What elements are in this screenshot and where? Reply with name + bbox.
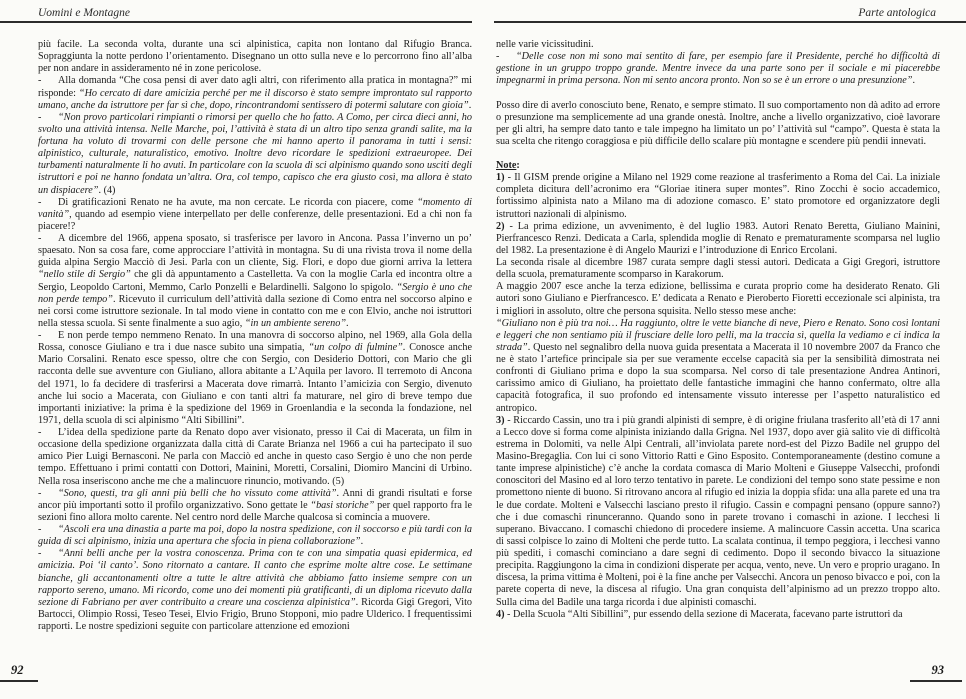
note-2-cont: [496, 318, 940, 415]
text-run: Di gratificazioni Renato ne ha avute, ma non cercate. Le ricorda con piacere, come: [58, 196, 418, 208]
text-run: Note: [496, 160, 517, 171]
paragraph: [496, 39, 940, 51]
dash-marker: -: [38, 196, 42, 208]
text-run: più facile. La seconda volta, durante una sci alpinistica, capita non lontano dal Rifugio Branca. Sopraggiunta la notte perdono l’orientamento. Disegnano un otto sulla neve e lo percorrono fino all’alba per non andare in assideramento né in zone pericolose.: [38, 39, 472, 75]
paragraph: [38, 330, 472, 427]
text-run: . Ricorda Gigi Gregori, Vito Bartocci, Olimpio Rossi, Teseo Tesei, Elvio Frigio, Bruno Stopponi, mio padre Ulderico. I frequentissimi rapporti. Le nostre spedizioni seguite con particolare attenzione ed emozioni: [38, 596, 473, 632]
page-number-left: 92: [11, 663, 24, 677]
paragraph: [38, 197, 472, 233]
paragraph: [38, 524, 472, 548]
dash-marker: -: [38, 548, 42, 560]
note-2: [496, 221, 940, 257]
text-run: “in un ambiente sereno”: [244, 317, 347, 329]
dash-marker: -: [38, 330, 42, 341]
text-run: “Giuliano non è più tra noi… Ha raggiunto, oltre le vette bianche di neve, Piero e Renato. Sono così lontani e leggeri che non sentiamo più il frusciare delle loro pelli, ma la traccia sì, quella la vediamo e ci indica la strada”: [496, 317, 940, 353]
paragraph: [38, 488, 472, 524]
dash-marker: -: [38, 111, 42, 123]
text-run: “momento di vanità”: [38, 196, 473, 220]
text-run: . (4): [98, 184, 116, 196]
header-rule-right: [494, 21, 966, 23]
text-run: - Riccardo Cassin, uno tra i più grandi alpinisti di sempre, è di origine friulana trasferito all’età di 17 anni a Lecco dove si forma come alpinista iniziando dalla Grigna. Nel 1937, dopo aver già salito vie di difficoltà estrema in Dolomiti, va nelle Alpi Centrali, all’inviolata parete nord-est del Pizzo Badile nel gruppo del Masino-Bregaglia. Con lui ci sono Vittorio Ratti e Gino Esposito. Contemporaneamente (destino comune a tante imprese alpinistiche) c’è anche la cordata comasca di Mario Molteni e Giuseppe Valsecchi, profondi conoscitori del Masino ed al loro terzo tentativo in parete. Le condizioni del tempo sono state pessime e non promettono niente di buono. Si ritrovano ancora al rifugio ed inizia la doppia sfida: una alla parete ed una tra le due cordate. Molteni e Valsecchi lasciano presto il rifugio. Cassin e compagni pensano (oppure sanno?) che i due comaschi rinunceranno. Quando sono in parete trovano i comaschi in azione. I lecchesi li superano. Bivaccano. I comaschi chiedono di procedere insieme. A malincuore Cassin accetta. Una scarica di sassi colpisce lo zaino di Molteni che perde tutto. La scalata continua, il tempo peggiora, i lecchesi vanno più spediti, i comaschi cominciano a dare segni di cedimento. Dopo il secondo bivacco la situazione precipita. Raggiungono la cima in condizioni disperate per acqua, vento, neve. Un vero e proprio uragano. In discesa, la prima vittima è Molteni, poi è la fine anche per Valsecchi. Ancora un penoso bivacco e poi, con la parete coperta di neve, la discesa al rifugio. Una gran conquista dell’alpinismo ad un prezzo troppo alto. Sulla cima del Badile una targa ricorda i due alpinisti comaschi.: [496, 414, 940, 608]
dash-marker: -: [38, 75, 42, 87]
text-run: 2): [496, 220, 505, 232]
text-run: “Ascoli era una dinastia a parte ma poi, dopo la nostra spedizione, con il soccorso e più tardi con la guida di sci alpinismo, inizia una apertura che sfocia in piena collaborazione”: [38, 524, 472, 548]
text-run: “Anni belli anche per la vostra conoscenza. Prima con te con una simpatia quasi epidermica, ed amicizia. Poi ‘il canto’. Sono ritornato a cantare. Il canto che esprime molte altre cose. Le settimane bianche, gli accantonamenti oltre a tutte le altre attività che abbiamo fatto insieme sempre con un rapporto sereno, umano. Mi ricordo, come uno dei momenti più gratificanti, di un diploma ricevuto dalla sezione di Fabriano per aver contribuito a creare una coscienza alpinistica”: [38, 548, 472, 608]
text-run: “Delle cose non mi sono mai sentito di fare, per esempio fare il Presidente, perché ho difficoltà di gestione in un gruppo troppo grande. Mentre invece da una parte sono per il sociale e mi piacerebbe impegnarmi in prima persona. Non mi sento ancora pronto. Non so se è un errore o una presunzione”: [496, 51, 940, 87]
text-run: 3): [496, 414, 505, 426]
text-run: Posso dire di averlo conosciuto bene, Renato, e sempre stimato. Il suo comportamento non dà adito ad errore o presunzione ma semplicemente ad una grande onestà. Inoltre, anche a livello organizzativo, cioè lavorare per gli altri, ha sempre dato tanto e tale impegno ha limitato un po’ l’attività sul “campo”. Questa è stata la sua scelta che ritengo coraggiosa e più difficile dello scalare più montagne e scendere più pendii innevati.: [496, 99, 940, 147]
text-run: nelle varie vicissitudini.: [496, 39, 594, 50]
note-3: [496, 415, 940, 609]
text-run: . Anni di grandi risultati e forse ancor più importanti sotto il profilo organizzativo. Sono gettate le: [38, 487, 472, 511]
header-rule-left: [0, 21, 472, 23]
paragraph: [496, 51, 940, 87]
text-run: - Il GISM prende origine a Milano nel 1929 come reazione al trasferimento a Roma del Cai. La iniziale completa dicitura dell’acronimo era “Gloriae itinera super montes”. Rino Zocchi è socio accademico, fortissimo alpinista nato a Milano ma di adozione comasco. E’ stato promotore ed organizzatore degli istruttori nazionali di alpinismo.: [496, 172, 940, 220]
text-run: .: [360, 536, 364, 548]
text-run: “Sono, questi, tra gli anni più belli che ho vissuto come attività”: [58, 487, 337, 499]
text-run: . Questo nel segnalibro della nuova guida presentata a Macerata il 10 novembre 2007 da Franco che ne è stato l’artefice principale sia per sue veramente eccelse capacità sia per la sensibilità dimostrata nei confronti di Giuliano prima e dopo la sua scomparsa. Nel corso di tale presentazione Andrea Antinori, carissimo amico di Giuliano, ha proiettato delle fantastiche immagini che hanno confermato, oltre alla capacità fotografica, il suo profondo ed intensamente vissuto interesse per l’aspetto naturalistico ed antropico.: [496, 341, 940, 414]
text-run: A dicembre del 1966, appena sposato, si trasferisce per lavoro in Ancona. Passa l’inverno un po’ spaesato. Non sa cosa fare, come approcciare l’attività in montagna. Su di una rivista trova il nome della guida alpina Sergio Macciò di Jesi. Parla con un cliente, Sig. Flori, e dopo due giorni arriva la lettera: [38, 233, 472, 269]
page-right-text: [496, 39, 940, 621]
note-4: [496, 609, 940, 621]
text-run: “basi storiche”: [310, 499, 375, 511]
text-run: . Conosce anche Mario Corsalini. Renato esce spesso, oltre che con Sergio, con Desiderio Dottori, con Mario che gli racconta delle sue avventure con Giuliano, allora abitante a L’Aquila per lavoro. Il terremoto di Ancona del 1971, lo fa decidere di trasferirsi a Macerata dove rimarrà. Intanto l’amicizia con Sergio, divenuto anche lui socio a Macerata, con Giuliano e con tanti altri fa maturare, nel giro di breve tempo due importanti iniziative: la prima è la spedizione del 1969 in Groenlandia e la seconda la fondazione, nel 1971, della scuola di sci alpinismo “Alti Sibillini”.: [38, 342, 472, 426]
text-run: - La prima edizione, un avvenimento, è del luglio 1983. Autori Renato Beretta, Giuliano Mainini, Pierfrancesco Renzi. Dedicata a Carla, splendida moglie di Renato e prematuramente scomparsa nel luglio del 1982. La presentazione è di Angelo Maurizi e l’introduzione di Enrico Ercolani.: [496, 220, 940, 256]
paragraph: [38, 233, 472, 330]
text-run: - Della Scuola “Alti Sibillini”, pur essendo della sezione di Macerata, facevano parte istruttori da: [504, 608, 903, 620]
paragraph: [38, 427, 472, 488]
text-run: L’idea della spedizione parte da Renato dopo aver visionato, presso il Cai di Macerata, un film in occasione della spedizione organizzata dalla città di Carate Brianza nel 1966 a cui ha partecipato il suo amico Pier Luigi Bernasconi. Ne parla con Macciò ed anche in questo caso Sergio è uno che non perde tempo. Effettuano i primi contatti con Dottori, Mainini, Moretti, Corsalini, Diomiro Mancini di Urbino. Nella rosa inseriscono anche me che a malincuore rinuncio, motivando. (5): [38, 427, 472, 487]
text-run: A maggio 2007 esce anche la terza edizione, bellissima e curata proprio come ha desiderato Renato. Gli autori sono Giuliano e Pierfrancesco. E’ dedicata a Renato e Pieroberto Fioretti eccezionale sci alpinista, tra i migliori in assoluto, oltre che persona squisita. Nello stesso mese anche:: [496, 281, 940, 317]
note-2-cont: [496, 281, 940, 317]
paragraph: [38, 548, 472, 633]
paragraph-spacer: [496, 148, 940, 160]
page-number-right: 93: [931, 663, 944, 677]
text-run: Alla domanda “Che cosa pensi di aver dato agli altri, con riferimento alla pratica in montagna?” mi risponde:: [38, 75, 472, 99]
page-number-rule-right: [910, 680, 962, 682]
running-header-right: Parte antologica: [858, 7, 936, 19]
page-left-text: [38, 39, 472, 633]
paragraph: [496, 100, 940, 149]
text-run: .: [468, 99, 472, 111]
text-run: . Ricevuto il curriculum dell’attività dalla sezione di Como entra nel soccorso alpino e nei corsi come istruttore sezionale. In tal modo viene in contatto con me e con Elvio, anche noi istruttori nella stessa scuola. Si sente finalmente a suo agio,: [38, 293, 472, 329]
dash-marker: -: [38, 427, 42, 438]
paragraph: [38, 112, 472, 197]
running-header-left: Uomini e Montagne: [38, 7, 130, 19]
dash-marker: -: [38, 524, 42, 535]
note-2-cont: [496, 257, 940, 281]
dash-marker: -: [38, 233, 42, 244]
text-run: 1): [496, 172, 505, 184]
paragraph: [38, 39, 472, 75]
text-run: “nello stile di Sergio”: [38, 269, 131, 281]
text-run: “Sergio è uno che non perde tempo”: [38, 281, 473, 305]
text-run: .: [912, 75, 915, 87]
text-run: E non perde tempo nemmeno Renato. In una manovra di soccorso alpino, nel 1969, alla Gola della Rossa, conosce Giuliano e tra i due nasce subito una simpatia,: [38, 330, 472, 354]
text-run: “Non provo particolari rimpianti o rimorsi per quello che ho fatto. A Como, per circa dieci anni, ho svolto una attività intensa. Nelle Marche, poi, l’attività è stata di un altro tipo senza grandi salite, ma la fortuna ha voluto di trovarmi con delle persone che mi hanno aperto il panorama in tutti i sensi: alpinistico, culturale, naturalistico, emotivo. Inoltre devo ricordare le spedizioni extraeuropee. Dei turbamenti naturalmente li ho avuti. In particolare con la scuola di sci alpinismo quando sono usciti degli istruttori e poi ne hanno fondata un’altra. Ora, col tempo, capisco che era giusto così, ma allora è stato un dispiacere”: [38, 111, 472, 196]
text-run: :: [516, 160, 520, 171]
text-run: 4): [496, 608, 505, 620]
text-run: La seconda risale al dicembre 1987 curata sempre dagli stessi autori. Dedicata a Gigi Gregori, istruttore della scuola, prematuramente scomparso in Karakorum.: [496, 257, 940, 281]
dash-marker: -: [496, 51, 500, 63]
page-number-rule-left: [0, 680, 38, 682]
text-run: “Ho cercato di dare amicizia perché per me il discorso è stato sempre improntato sul rapporto umano, anche da istruttore per far sì che, dopo, rincontrandomi sentissero di potermi salutare con gioia”: [38, 87, 472, 111]
paragraph: [38, 75, 472, 111]
paragraph-spacer: [496, 88, 940, 100]
text-run: “un colpo di fulmine”: [308, 342, 403, 354]
notes-heading: [496, 160, 940, 172]
text-run: che gli dà appuntamento a Castelletta. Va con la moglie Carla ed incontra oltre a Sergio, Leopoldo Cartoni, Memmo, Carlo Ponzelli e Belardinelli. Salgono lo spigolo.: [38, 269, 472, 293]
text-run: .: [346, 317, 349, 329]
note-1: [496, 172, 940, 221]
text-run: , quando ad esempio viene interpellato per delle conferenze, delle presentazioni. Ed a chi non fa piacere!?: [38, 208, 472, 232]
dash-marker: -: [38, 487, 42, 499]
text-run: per quel rapporto fra le sezioni fino allora molto carente. Nel centro nord delle Marche qualcosa si comincia a muovere.: [38, 499, 472, 523]
